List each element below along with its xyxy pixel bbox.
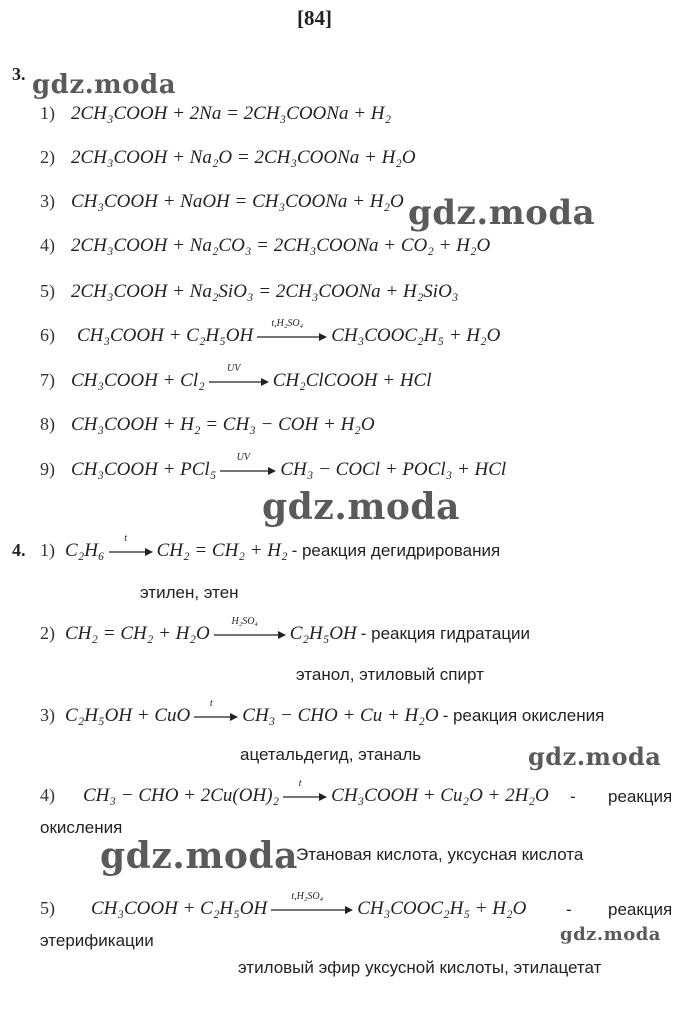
arrow-condition: UV [236,452,250,464]
reaction-type: реакция [608,787,673,806]
watermark-logo: gdz.moda [262,486,460,528]
equation-right: C₂H₅OH [289,623,357,644]
watermark-logo: gdz.moda [528,742,662,771]
equation: CH₃COOH + H₂ = CH₃ − COH + H₂O [71,414,375,435]
equation-right: CH₃COOH + Cu₂O + 2H₂O [331,785,549,806]
product-name: этиловый эфир уксусной кислоты, этилацетат [238,958,602,977]
task-4-item-1 [40,533,501,562]
reaction-arrow [257,318,327,342]
watermark-logo: gdz.moda [100,835,298,877]
equation: 2CH₃COOH + 2Na = 2CH₃COONa + H₂ [71,103,392,124]
arrow-condition: t,H₂SO₄ [271,318,304,330]
equation-left: CH₂ = CH₂ + H₂O [65,623,210,644]
arrow-right-icon [283,792,327,802]
item-number: 2) [40,623,55,643]
arrow-right-icon [220,466,276,476]
item-number: 2) [40,147,55,167]
equation: 2CH₃COOH + Na₂CO₃ = 2CH₃COONa + CO₂ + H₂O [71,235,491,256]
watermark-logo: gdz.moda [32,70,177,100]
task-4-item-2 [40,616,531,645]
page-number: [84] [297,6,332,30]
arrow-condition: UV [227,363,241,375]
product-name: ацетальдегид, этаналь [240,745,422,764]
item-number: 8) [40,414,55,434]
watermark-logo: gdz.moda [560,924,661,945]
watermark-logo: gdz.moda [408,193,596,233]
product-name: этилен, этен [140,583,239,602]
equation-left: CH₃COOH + PCl₅ [71,459,217,480]
reaction-type: - реакция окисления [442,706,605,725]
reaction-arrow [194,698,238,722]
arrow-right-icon [109,547,153,557]
arrow-right-icon [194,712,238,722]
item-number: 4) [40,785,55,805]
equation-left: CH₃COOH + C₂H₅OH [91,898,268,919]
item-number: 4) [40,235,55,255]
item-number: 5) [40,898,55,918]
equation-right: CH₃COOC₂H₅ + H₂O [331,325,501,346]
reaction-type: - реакция дегидрирования [291,541,501,560]
equation-right: CH₃ − COCl + POCl₃ + HCl [280,459,507,480]
task-4-number: 4. [12,540,26,560]
reaction-arrow [283,778,327,802]
reaction-arrow [209,363,269,387]
reaction-type-cont: этерификации [40,931,154,950]
task-4-item-4 [40,778,549,807]
task-3-item-8 [40,414,375,436]
arrow-condition: t [209,698,213,710]
equation-left: CH₃COOH + Cl₂ [71,370,205,391]
product-name: этанол, этиловый спирт [296,665,484,684]
reaction-arrow [271,891,353,915]
reaction-type: - реакция гидратации [360,624,531,643]
reaction-type-cont: окисления [40,818,123,837]
equation-left: CH₃COOH + C₂H₅OH [77,325,254,346]
equation-left: CH₃ − CHO + 2Cu(OH)₂ [83,785,280,806]
task-3-item-2 [40,147,416,169]
arrow-right-icon [257,332,327,342]
reaction-arrow [214,616,286,640]
task-3-item-1 [40,103,391,125]
reaction-arrow [220,452,276,476]
equation: 2CH₃COOH + Na₂SiO₃ = 2CH₃COONa + H₂SiO₃ [71,281,459,302]
arrow-condition: t [124,533,127,545]
item-number: 9) [40,459,55,479]
equation-right: CH₃ − CHO + Cu + H₂O [242,705,439,726]
reaction-type: реакция [608,900,673,919]
item-number: 7) [40,370,55,390]
dash: - [566,900,572,919]
item-number: 3) [40,191,55,211]
arrow-right-icon [214,630,286,640]
item-number: 1) [40,540,55,560]
arrow-condition: t,H₂SO₄ [291,891,324,903]
reaction-arrow [109,533,153,557]
item-number: 6) [40,325,55,345]
equation-right: CH₃COOC₂H₅ + H₂O [357,898,527,919]
task-3-item-6 [40,318,501,347]
dash: - [570,787,576,806]
task-3-item-5 [40,281,458,303]
task-3-item-3 [40,191,404,213]
item-number: 3) [40,705,55,725]
item-number: 1) [40,103,55,123]
equation: CH₃COOH + NaOH = CH₃COONa + H₂O [71,191,404,212]
task-3-number: 3. [12,64,26,84]
arrow-condition: H₂SO₄ [231,616,258,628]
equation-left: C₂H₆ [65,540,105,561]
arrow-right-icon [209,377,269,387]
item-number: 5) [40,281,55,301]
task-4-item-3 [40,698,605,727]
task-3-item-4 [40,235,490,257]
equation: 2CH₃COOH + Na₂O = 2CH₃COONa + H₂O [71,147,416,168]
task-3-item-9 [40,452,507,481]
product-name: Этановая кислота, уксусная кислота [296,845,584,864]
arrow-condition: t [298,778,302,790]
equation-right: CH₂ClCOOH + HCl [272,370,432,391]
task-4-item-5 [40,891,527,920]
arrow-right-icon [271,905,353,915]
equation-right: CH₂ = CH₂ + H₂ [156,540,288,561]
task-3-item-7 [40,363,432,392]
equation-left: C₂H₅OH + CuO [65,705,191,726]
